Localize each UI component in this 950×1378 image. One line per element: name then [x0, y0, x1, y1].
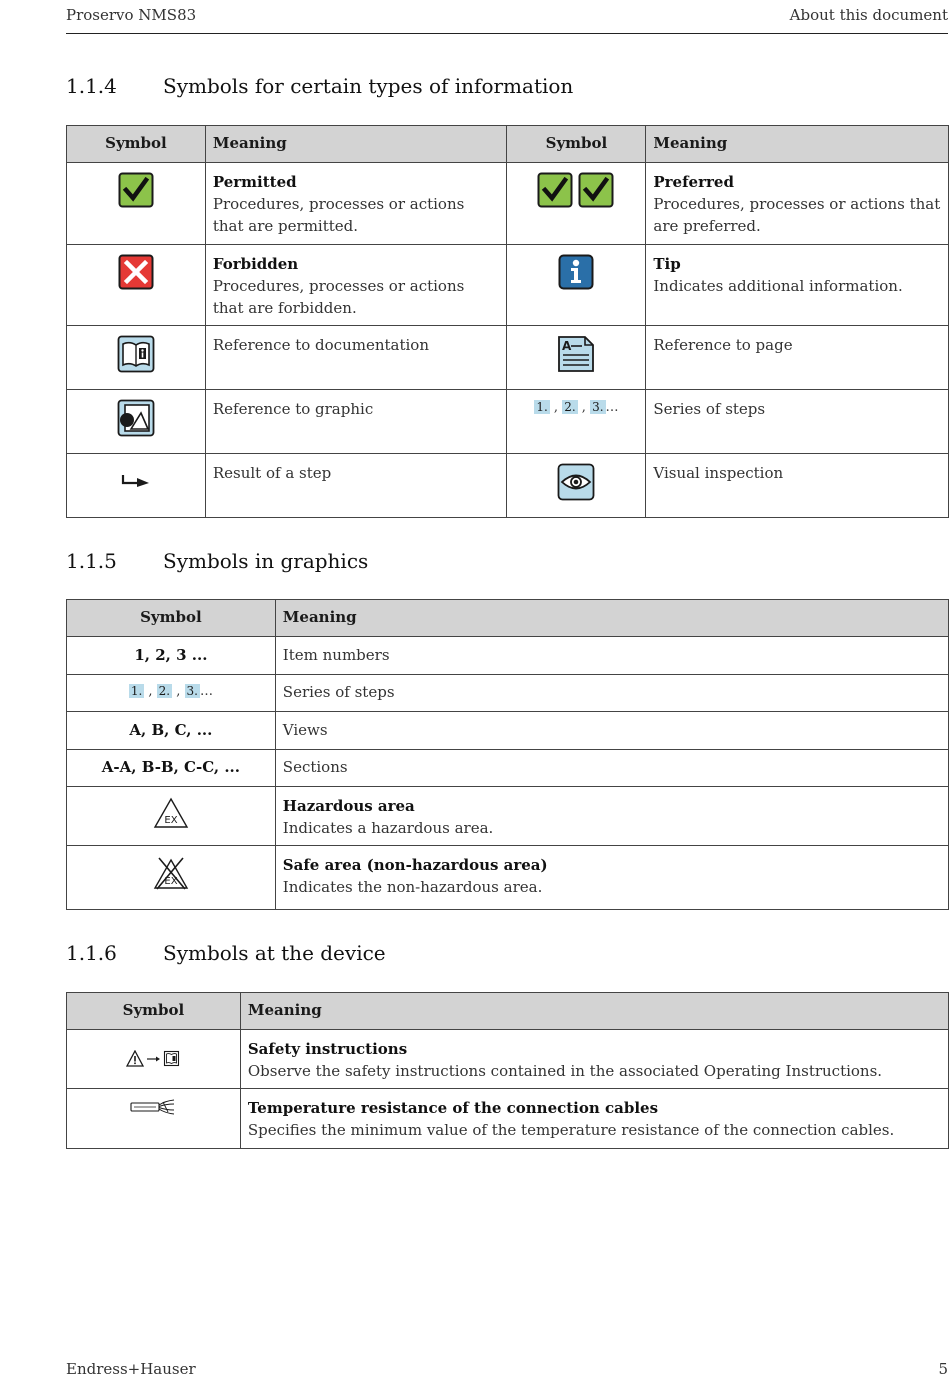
section-title-symbols-graphics [66, 549, 368, 573]
meaning-description: Sections [275, 750, 948, 787]
cable-temperature-icon [130, 1099, 176, 1115]
table-row [67, 390, 949, 454]
visual-inspection-eye-icon [557, 463, 595, 501]
meaning-title: Safety instructions [247, 1040, 408, 1058]
meaning-description: Specifies the minimum value of the temperature resistance of the connection cables. [247, 1121, 895, 1139]
table-header-row [67, 600, 949, 637]
permitted-check-icon [118, 172, 154, 208]
meaning-title: Forbidden [212, 255, 299, 273]
safety-instructions-icon [126, 1050, 180, 1068]
meaning-cell [205, 454, 507, 518]
column-header-symbol: Symbol [67, 600, 276, 637]
footer-company: Endress+Hauser [66, 1360, 196, 1378]
symbol-cell [67, 326, 206, 390]
steps-ellipsis: … [199, 684, 213, 699]
symbol-cell [67, 1089, 241, 1149]
column-header-symbol: Symbol [507, 126, 646, 163]
table-row [67, 454, 949, 518]
series-of-steps-symbol: 1. , 2. , 3. … [67, 675, 276, 712]
result-arrow-icon [121, 474, 151, 488]
page-header [66, 6, 948, 34]
meaning-cell [205, 245, 507, 326]
svg-text:A: A [562, 339, 572, 353]
item-numbers-symbol: 1, 2, 3 ... [67, 637, 276, 675]
information-symbols-table [66, 125, 949, 518]
symbol-cell [507, 163, 646, 245]
column-header-symbol: Symbol [67, 126, 206, 163]
symbol-cell [67, 390, 206, 454]
meaning-cell [275, 787, 948, 846]
step-marker: 1. [536, 400, 548, 414]
table-row [67, 163, 949, 245]
documentation-book-icon [117, 335, 155, 373]
meaning-cell [205, 326, 507, 390]
section-title-symbols-information [66, 74, 573, 98]
meaning-cell [646, 454, 949, 518]
meaning-title: Safe area (non-hazardous area) [282, 856, 548, 874]
meaning-cell [646, 163, 949, 245]
section-heading: Symbols at the device [163, 941, 386, 965]
section-number: 1.1.4 [66, 74, 117, 98]
meaning-description: Visual inspection [653, 464, 784, 482]
meaning-description: Views [275, 712, 948, 750]
steps-ellipsis: … [605, 400, 619, 415]
page-reference-icon [557, 335, 595, 373]
meaning-description: Series of steps [653, 400, 766, 418]
symbol-cell [67, 163, 206, 245]
meaning-cell [240, 1030, 948, 1089]
meaning-description: Result of a step [212, 464, 332, 482]
symbol-cell [67, 245, 206, 326]
safe-area-crossed-ex-icon [153, 856, 189, 890]
table-header-row [67, 993, 949, 1030]
preferred-double-check-icon [537, 172, 615, 208]
meaning-description: Indicates the non-hazardous area. [282, 878, 543, 896]
meaning-cell [646, 326, 949, 390]
table-row [67, 637, 949, 675]
footer-page-number: 5 [938, 1360, 948, 1378]
section-number: 1.1.5 [66, 549, 117, 573]
meaning-description: Indicates a hazardous area. [282, 819, 494, 837]
column-header-symbol: Symbol [67, 993, 241, 1030]
section-heading: Symbols in graphics [163, 549, 369, 573]
hazardous-area-ex-icon [153, 797, 189, 829]
sections-symbol: A-A, B-B, C-C, ... [67, 750, 276, 787]
step-marker: 3. [186, 684, 198, 698]
device-symbols-table [66, 992, 949, 1149]
column-header-meaning: Meaning [240, 993, 948, 1030]
product-name: Proservo NMS83 [66, 6, 197, 24]
meaning-title: Preferred [653, 173, 734, 191]
column-header-meaning: Meaning [205, 126, 507, 163]
table-row [67, 1030, 949, 1089]
series-of-steps-symbol: 1. , 2. , 3. … [507, 390, 646, 454]
meaning-title: Temperature resistance of the connection cables [247, 1099, 659, 1117]
meaning-description: Reference to graphic [212, 400, 374, 418]
section-number: 1.1.6 [66, 941, 117, 965]
column-header-meaning: Meaning [646, 126, 949, 163]
meaning-description: Reference to page [653, 336, 793, 354]
tip-info-icon [558, 254, 594, 290]
symbol-cell [507, 326, 646, 390]
meaning-description: Indicates additional information. [653, 277, 903, 295]
table-row [67, 712, 949, 750]
column-header-meaning: Meaning [275, 600, 948, 637]
graphics-symbols-table [66, 599, 949, 910]
section-heading: Symbols for certain types of information [163, 74, 574, 98]
meaning-cell [275, 846, 948, 910]
meaning-cell [646, 390, 949, 454]
table-row [67, 245, 949, 326]
step-marker: 2. [158, 684, 171, 698]
symbol-cell [67, 454, 206, 518]
table-row [67, 326, 949, 390]
table-row [67, 787, 949, 846]
meaning-description: Procedures, processes or actions that are forbidden. [212, 277, 465, 317]
table-row [67, 675, 949, 712]
views-symbol: A, B, C, ... [67, 712, 276, 750]
ex-label: EX [164, 876, 178, 887]
chapter-name: About this document [789, 6, 948, 24]
meaning-description: Procedures, processes or actions that are preferred. [653, 195, 941, 235]
graphic-reference-icon [117, 399, 155, 437]
table-header-row [67, 126, 949, 163]
step-marker: 3. [592, 400, 604, 414]
step-marker: 1. [130, 684, 143, 698]
symbol-cell [67, 1030, 241, 1089]
symbol-cell [507, 454, 646, 518]
table-row [67, 846, 949, 910]
section-title-symbols-device [66, 941, 386, 965]
meaning-cell [205, 163, 507, 245]
meaning-description: Reference to documentation [212, 336, 429, 354]
symbol-cell [67, 787, 276, 846]
meaning-title: Tip [653, 255, 681, 273]
meaning-cell [205, 390, 507, 454]
meaning-description: Observe the safety instructions contained in the associated Operating Instructions. [247, 1062, 883, 1080]
meaning-description: Item numbers [275, 637, 948, 675]
meaning-title: Hazardous area [282, 797, 415, 815]
symbol-cell [507, 245, 646, 326]
step-marker: 2. [564, 400, 576, 414]
meaning-description: Procedures, processes or actions that are permitted. [212, 195, 465, 235]
symbol-cell [67, 846, 276, 910]
meaning-cell [240, 1089, 948, 1149]
forbidden-cross-icon [118, 254, 154, 290]
meaning-cell [646, 245, 949, 326]
table-row [67, 750, 949, 787]
ex-label: EX [164, 815, 178, 826]
table-row [67, 1089, 949, 1149]
meaning-description: Series of steps [275, 675, 948, 712]
meaning-title: Permitted [212, 173, 297, 191]
